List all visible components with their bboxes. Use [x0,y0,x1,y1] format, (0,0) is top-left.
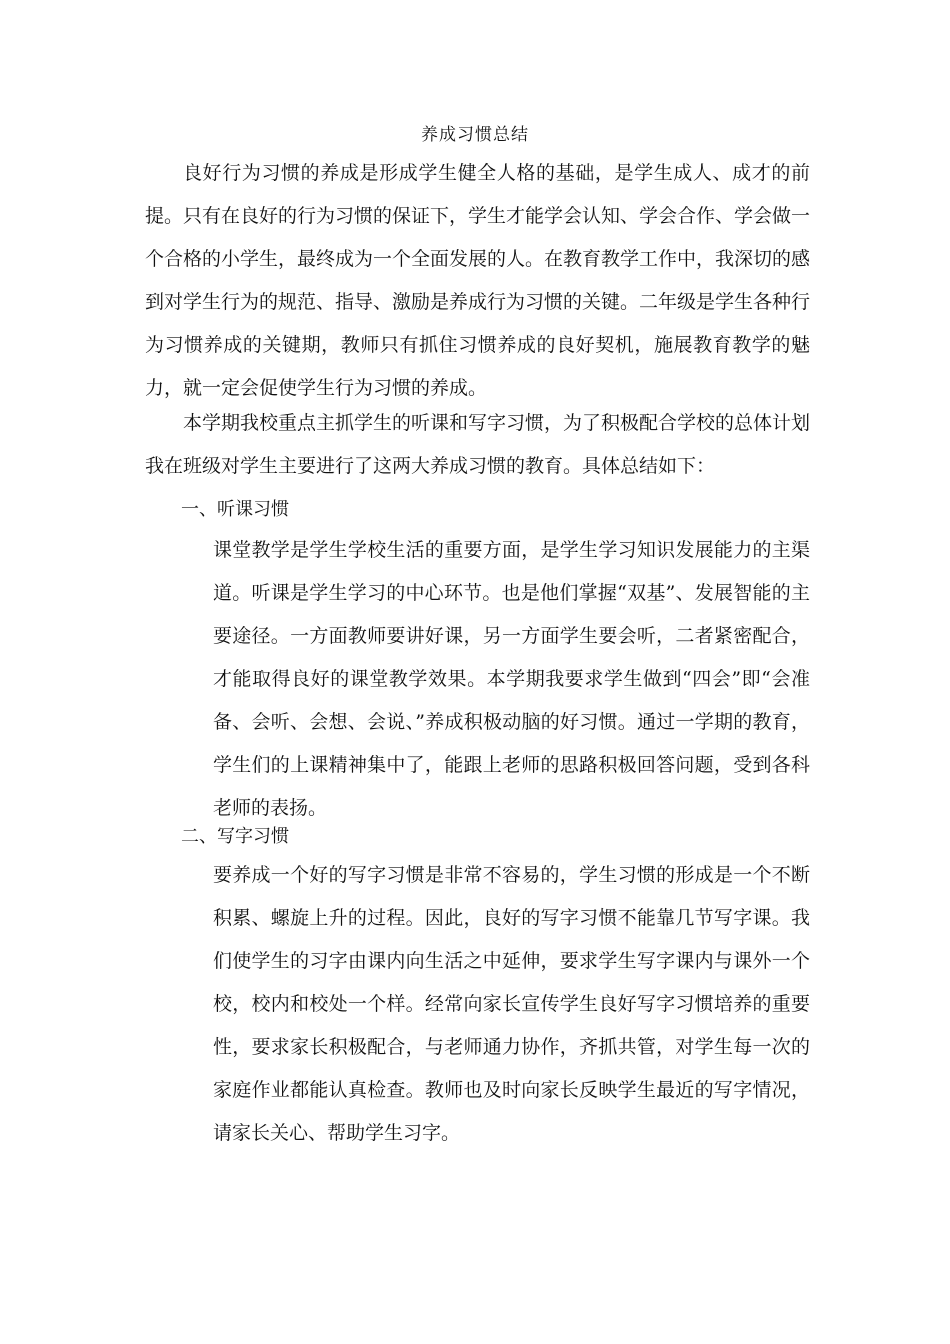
section-body-listening: 课堂教学是学生学校生活的重要方面，是学生学习知识发展能力的主渠道。听课是学生学习的中心环节。也是他们掌握“双基”、发展智能的主要途径。一方面教师要讲好课，另一方面学生要会听，二者紧密配合，才能取得良好的课堂教学效果。本学期我要求学生做到“四会”即“会准备、会听、会想、会说、”养成积极动脑的好习惯。通过一学期的教育，学生们的上课精神集中了，能跟上老师的思路积极回答问题，受到各科老师的表扬。 [213,539,810,819]
plan-paragraph: 本学期我校重点主抓学生的听课和写字习惯，为了积极配合学校的总体计划我在班级对学生主要进行了这两大养成习惯的教育。具体总结如下： [145,412,811,477]
document-title: 养成习惯总结 [421,125,529,145]
section-body-writing: 要养成一个好的写字习惯是非常不容易的，学生习惯的形成是一个不断积累、螺旋上升的过程。因此，良好的写字习惯不能靠几节写字课。我们使学生的习字由课内向生活之中延伸，要求学生写字课内与课外一个校，校内和校处一个样。经常向家长宣传学生良好写字习惯培养的重要性，要求家长积极配合，与老师通力协作，齐抓共管，对学生每一次的家庭作业都能认真检查。教师也及时向家长反映学生最近的写字情况，请家长关心、帮助学生习字。 [213,864,810,1144]
section-heading-listening: 一、听课习惯 [181,499,289,520]
section-heading-writing: 二、写字习惯 [181,826,289,847]
intro-paragraph: 良好行为习惯的养成是形成学生健全人格的基础，是学生成人、成才的前提。只有在良好的行为习惯的保证下，学生才能学会认知、学会合作、学会做一个合格的小学生，最终成为一个全面发展的人。在教育教学工作中，我深切的感到对学生行为的规范、指导、激励是养成行为习惯的关键。二年级是学生各种行为习惯养成的关键期，教师只有抓住习惯养成的良好契机，施展教育教学的魅力，就一定会促使学生行为习惯的养成。 [145,162,811,399]
